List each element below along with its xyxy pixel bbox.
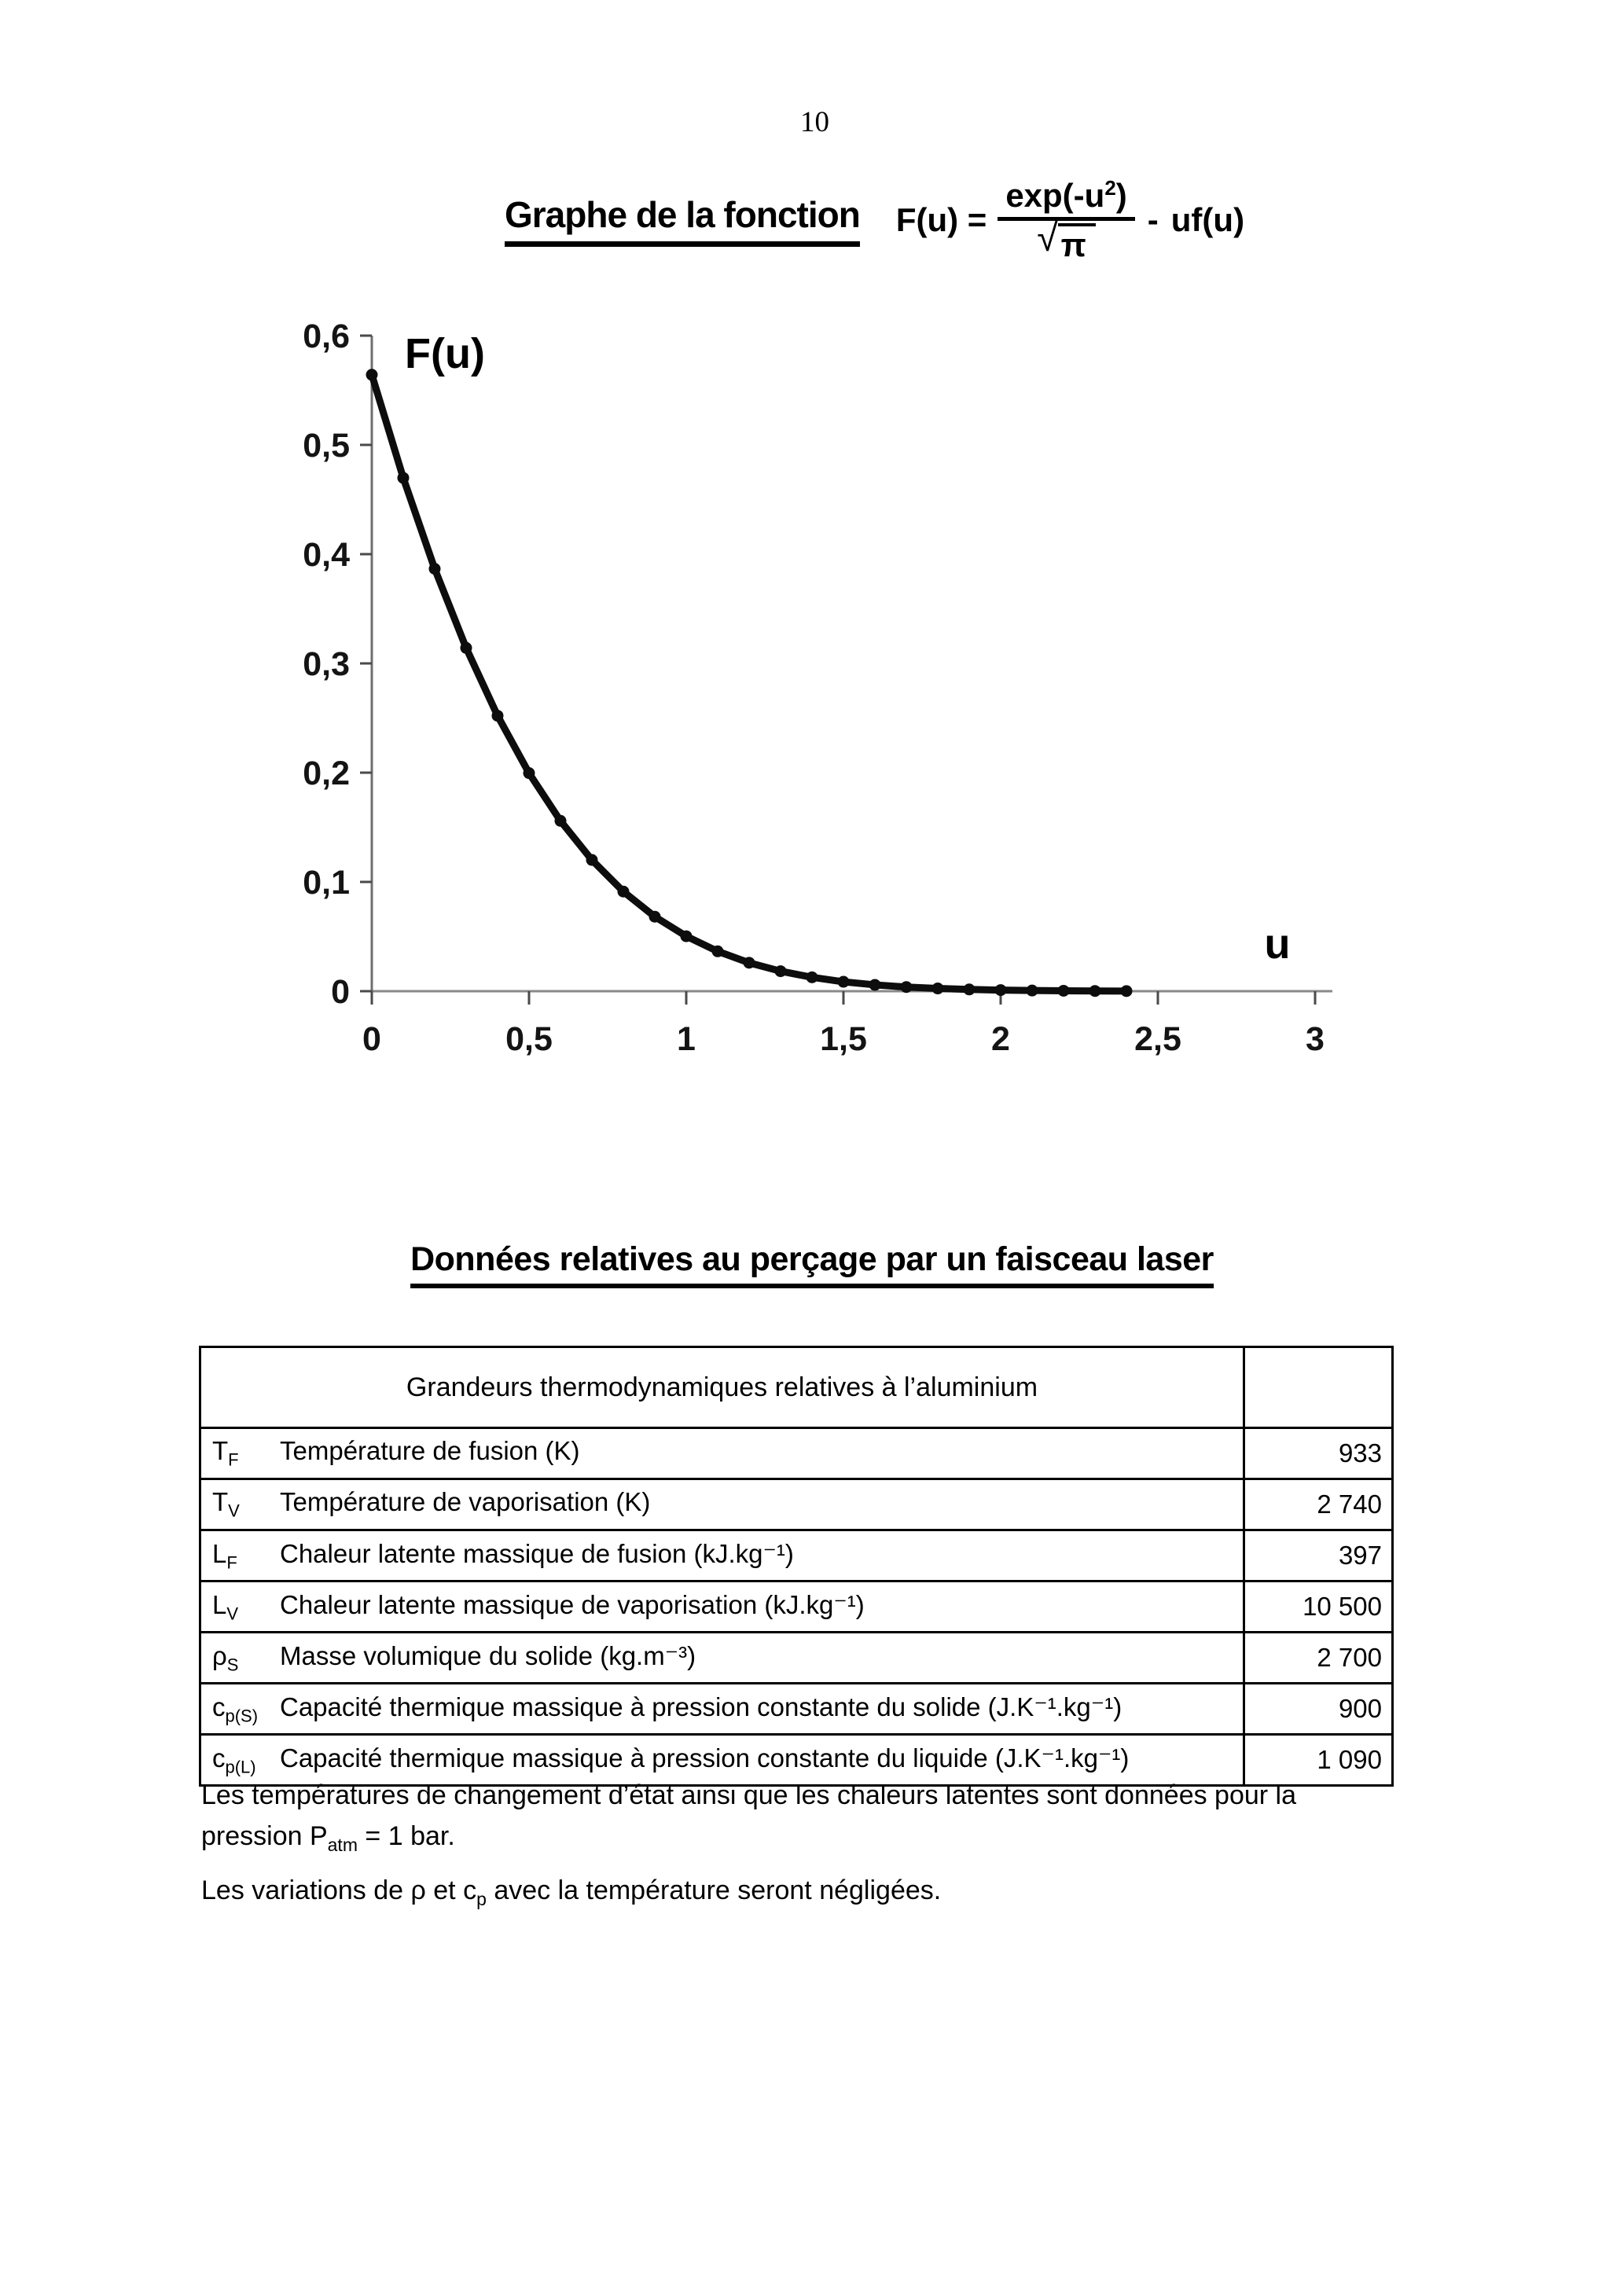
quantity-value: 397 <box>1244 1530 1393 1581</box>
svg-text:1,5: 1,5 <box>820 1020 867 1058</box>
graph-title: Graphe de la fonction <box>505 193 860 247</box>
quantity-label: Température de fusion (K) <box>280 1436 580 1466</box>
quantity-value: 2 700 <box>1244 1633 1393 1684</box>
quantity-value: 2 740 <box>1244 1479 1393 1530</box>
svg-text:0,5: 0,5 <box>303 427 350 465</box>
table-row <box>200 1428 1393 1479</box>
formula-fraction <box>998 178 1134 262</box>
svg-text:F(u): F(u) <box>405 330 485 377</box>
quantity-label: Chaleur latente massique de vaporisation (kJ.kg⁻¹) <box>280 1589 865 1619</box>
quantity-value: 10 500 <box>1244 1581 1393 1633</box>
function-formula <box>896 178 1244 262</box>
quantity-symbol: $T_F$ <box>212 1436 239 1470</box>
svg-text:2,5: 2,5 <box>1134 1020 1181 1058</box>
quantity-symbol: $c_{p(L)}$ <box>212 1743 256 1777</box>
svg-text:0,1: 0,1 <box>303 864 350 902</box>
data-section-title: Données relatives au perçage par un faisceau laser <box>410 1240 1214 1288</box>
quantity-value: 933 <box>1244 1428 1393 1479</box>
table-body <box>200 1428 1393 1786</box>
quantity-symbol: $L_V$ <box>212 1589 239 1624</box>
quantity-label: Chaleur latente massique de fusion (kJ.kg⁻¹) <box>280 1538 794 1568</box>
formula-lhs: F(u) = <box>895 200 987 238</box>
quantity-cell <box>200 1530 1244 1581</box>
quantity-symbol: $T_V$ <box>212 1487 240 1521</box>
quantity-value: 1 090 <box>1244 1735 1393 1786</box>
table-row <box>200 1633 1393 1684</box>
svg-text:1: 1 <box>677 1020 696 1058</box>
graph-title-block <box>505 178 1244 262</box>
table-row <box>200 1581 1393 1633</box>
svg-text:0,3: 0,3 <box>303 645 350 683</box>
table-header-row <box>200 1347 1393 1428</box>
axis-titles <box>405 330 1291 968</box>
svg-text:0,5: 0,5 <box>505 1020 553 1058</box>
quantity-symbol: $\rho_S$ <box>212 1640 239 1675</box>
svg-text:0,2: 0,2 <box>303 755 350 792</box>
formula-tail: uf(u) <box>1170 200 1245 238</box>
svg-text:u: u <box>1264 920 1291 968</box>
function-curve <box>372 375 1126 991</box>
quantity-label: Capacité thermique massique à pression constante du solide (J.K⁻¹.kg⁻¹) <box>280 1692 1122 1721</box>
quantity-cell <box>200 1479 1244 1530</box>
page-number: 10 <box>800 106 829 138</box>
function-graph-svg <box>267 303 1383 1097</box>
thermo-table <box>199 1346 1394 1787</box>
y-tick-labels <box>303 318 350 1011</box>
y-ticks <box>360 336 372 991</box>
note-pressure: Les températures de changement d’état ainsi que les chaleurs latentes sont données pour la pression $P_{atm} = 1$ bar. <box>201 1780 1297 1855</box>
quantity-label: Capacité thermique massique à pression constante du liquide (J.K⁻¹.kg⁻¹) <box>280 1743 1130 1773</box>
table-row <box>200 1530 1393 1581</box>
note-variations: Les variations de ρ et $c_p$ avec la température seront négligées. <box>201 1875 942 1909</box>
notes <box>201 1775 1467 1924</box>
formula-numerator: $\exp(-u^2)$ <box>998 178 1134 221</box>
function-graph <box>267 303 1383 1097</box>
svg-text:0: 0 <box>362 1020 381 1058</box>
formula-minus: - <box>1147 200 1159 238</box>
quantity-symbol: $L_F$ <box>212 1538 237 1573</box>
quantity-label: Masse volumique du solide (kg.m⁻³) <box>280 1640 696 1670</box>
svg-text:0: 0 <box>331 973 350 1011</box>
x-ticks <box>372 991 1315 1005</box>
quantity-value: 900 <box>1244 1684 1393 1735</box>
radical-sign: √ <box>1037 218 1058 259</box>
quantity-cell <box>200 1581 1244 1633</box>
svg-text:0,6: 0,6 <box>303 318 350 355</box>
table-row <box>200 1479 1393 1530</box>
table-header: Grandeurs thermodynamiques relatives à l’aluminium <box>200 1347 1244 1428</box>
svg-text:2: 2 <box>991 1020 1010 1058</box>
svg-text:0,4: 0,4 <box>303 536 350 574</box>
formula-denominator: √ π <box>1037 221 1096 262</box>
quantity-symbol: $c_{p(S)}$ <box>212 1692 259 1726</box>
quantity-label: Température de vaporisation (K) <box>280 1487 651 1517</box>
table-row <box>200 1684 1393 1735</box>
x-tick-labels <box>362 1020 1325 1058</box>
quantity-cell <box>200 1428 1244 1479</box>
svg-text:3: 3 <box>1306 1020 1325 1058</box>
table-header-value-cell <box>1244 1347 1393 1428</box>
quantity-cell <box>200 1684 1244 1735</box>
quantity-cell <box>200 1633 1244 1684</box>
